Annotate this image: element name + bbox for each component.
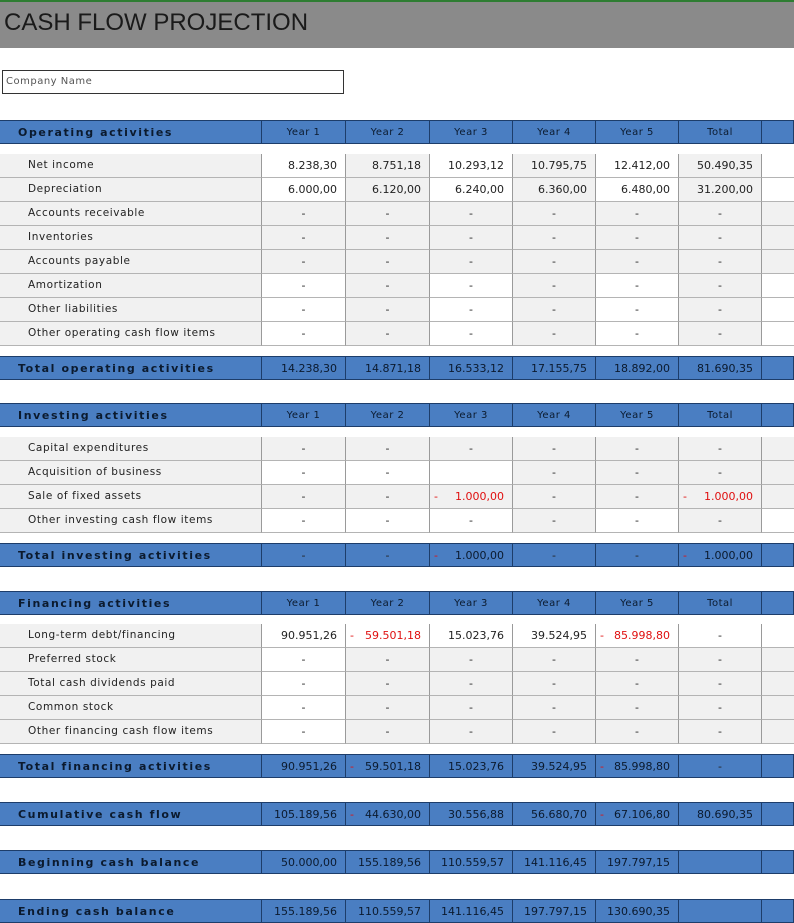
cell[interactable]: - <box>430 226 513 250</box>
cell[interactable]: - <box>430 672 513 696</box>
empty-cell <box>762 250 794 274</box>
cell[interactable]: - <box>262 720 346 744</box>
total-cell[interactable]: - <box>679 754 762 778</box>
row-label[interactable]: Inventories <box>0 226 262 250</box>
row-label[interactable]: Depreciation <box>0 178 262 202</box>
investing-header-row <box>0 403 794 427</box>
col-header[interactable]: Year 3 <box>430 120 513 144</box>
cell[interactable]: 6.120,00 <box>346 178 430 202</box>
cell[interactable]: - <box>679 509 762 533</box>
cell[interactable]: 6.360,00 <box>513 178 596 202</box>
col-header[interactable]: Year 1 <box>262 403 346 427</box>
ending-cash-balance-row <box>0 899 794 923</box>
empty-cell <box>762 356 794 380</box>
row-label[interactable]: Other investing cash flow items <box>0 509 262 533</box>
empty-cell <box>762 154 794 178</box>
negative-marker: - <box>350 760 354 773</box>
row-label[interactable]: Other operating cash flow items <box>0 322 262 346</box>
cell[interactable]: - <box>596 672 679 696</box>
cell[interactable]: - <box>430 298 513 322</box>
cell[interactable]: 12.412,00 <box>596 154 679 178</box>
cell[interactable]: - <box>262 648 346 672</box>
section-title: Financing activities <box>0 591 262 615</box>
total-label[interactable]: Total financing activities <box>0 754 262 778</box>
cell[interactable]: - <box>430 696 513 720</box>
col-header[interactable]: Year 4 <box>513 120 596 144</box>
total-label[interactable]: Ending cash balance <box>0 899 262 923</box>
cell[interactable]: 8.238,30 <box>262 154 346 178</box>
total-cell[interactable]: 80.690,35 <box>679 802 762 826</box>
cell[interactable]: - <box>596 696 679 720</box>
col-header[interactable]: Year 4 <box>513 403 596 427</box>
cell-value: 1.000,00 <box>704 490 753 503</box>
cell[interactable]: - <box>679 202 762 226</box>
total-cell[interactable]: 56.680,70 <box>513 802 596 826</box>
cell[interactable]: - <box>679 461 762 485</box>
total-label[interactable]: Total investing activities <box>0 543 262 567</box>
section-title: Operating activities <box>0 120 262 144</box>
table-row <box>0 154 794 178</box>
cell[interactable]: 6.000,00 <box>262 178 346 202</box>
cell[interactable]: - <box>262 274 346 298</box>
table-row <box>0 437 794 461</box>
table-row <box>0 648 794 672</box>
empty-cell <box>762 120 794 144</box>
cell[interactable]: - <box>346 648 430 672</box>
cell-value: 67.106,80 <box>614 808 670 821</box>
operating-header-row <box>0 120 794 144</box>
financing-header-row <box>0 591 794 615</box>
total-cell[interactable]: 17.155,75 <box>513 356 596 380</box>
negative-marker: - <box>350 808 354 821</box>
cell[interactable]: - <box>262 696 346 720</box>
total-cell[interactable] <box>596 754 679 778</box>
total-cell[interactable]: 197.797,15 <box>596 850 679 874</box>
table-row <box>0 720 794 744</box>
cell[interactable]: - <box>679 720 762 744</box>
col-header[interactable]: Year 2 <box>346 120 430 144</box>
col-header[interactable]: Year 1 <box>262 120 346 144</box>
empty-cell <box>762 322 794 346</box>
total-label[interactable]: Total operating activities <box>0 356 262 380</box>
cell-value: 59.501,18 <box>365 760 421 773</box>
empty-cell <box>762 802 794 826</box>
cell[interactable]: - <box>596 437 679 461</box>
cell[interactable]: 39.524,95 <box>513 624 596 648</box>
total-cell[interactable]: - <box>346 543 430 567</box>
cell[interactable]: - <box>513 202 596 226</box>
empty-cell <box>762 485 794 509</box>
cell[interactable]: 90.951,26 <box>262 624 346 648</box>
cell[interactable]: - <box>596 720 679 744</box>
cell[interactable]: - <box>513 461 596 485</box>
total-cell[interactable]: 81.690,35 <box>679 356 762 380</box>
cell[interactable]: - <box>596 226 679 250</box>
col-header[interactable]: Year 5 <box>596 403 679 427</box>
cell[interactable] <box>430 461 513 485</box>
negative-marker: - <box>434 490 438 503</box>
total-cell[interactable]: 50.000,00 <box>262 850 346 874</box>
cell[interactable]: - <box>262 322 346 346</box>
cell[interactable]: - <box>430 437 513 461</box>
total-cell[interactable]: 110.559,57 <box>346 899 430 923</box>
col-header[interactable]: Year 1 <box>262 591 346 615</box>
total-cell[interactable]: - <box>596 543 679 567</box>
cell[interactable]: - <box>346 250 430 274</box>
cell[interactable]: - <box>430 509 513 533</box>
cell[interactable]: - <box>596 509 679 533</box>
cell[interactable]: - <box>430 202 513 226</box>
row-label[interactable]: Amortization <box>0 274 262 298</box>
negative-marker: - <box>683 490 687 503</box>
cell[interactable]: - <box>679 226 762 250</box>
empty-cell <box>762 509 794 533</box>
col-header[interactable]: Year 2 <box>346 591 430 615</box>
cell[interactable]: - <box>679 298 762 322</box>
empty-cell <box>762 298 794 322</box>
row-label[interactable]: Sale of fixed assets <box>0 485 262 509</box>
cell[interactable]: - <box>262 509 346 533</box>
total-investing-row <box>0 543 794 567</box>
table-row <box>0 672 794 696</box>
empty-cell <box>762 461 794 485</box>
total-cell[interactable] <box>679 899 762 923</box>
total-cell[interactable]: 15.023,76 <box>430 754 513 778</box>
cell[interactable]: - <box>513 298 596 322</box>
cell[interactable]: - <box>430 250 513 274</box>
total-cell[interactable]: 18.892,00 <box>596 356 679 380</box>
cell[interactable]: 50.490,35 <box>679 154 762 178</box>
negative-marker: - <box>600 629 604 642</box>
row-label[interactable]: Long-term debt/financing <box>0 624 262 648</box>
empty-cell <box>762 543 794 567</box>
cell[interactable]: - <box>596 322 679 346</box>
cell[interactable]: 6.480,00 <box>596 178 679 202</box>
total-cell[interactable] <box>346 802 430 826</box>
total-cell[interactable]: 14.871,18 <box>346 356 430 380</box>
empty-cell <box>762 403 794 427</box>
total-cell[interactable]: 155.189,56 <box>346 850 430 874</box>
cell[interactable]: - <box>430 274 513 298</box>
total-cell[interactable] <box>596 802 679 826</box>
total-cell[interactable] <box>430 543 513 567</box>
table-row <box>0 202 794 226</box>
table-row <box>0 509 794 533</box>
empty-cell <box>762 850 794 874</box>
negative-marker: - <box>434 549 438 562</box>
row-label[interactable]: Capital expenditures <box>0 437 262 461</box>
cell[interactable]: - <box>679 696 762 720</box>
col-header[interactable]: Year 3 <box>430 403 513 427</box>
total-cell[interactable]: 90.951,26 <box>262 754 346 778</box>
cell-value: 85.998,80 <box>614 629 670 642</box>
table-row <box>0 226 794 250</box>
page-title: CASH FLOW PROJECTION <box>4 9 309 36</box>
cell[interactable]: - <box>513 274 596 298</box>
row-label[interactable]: Acquisition of business <box>0 461 262 485</box>
cell-value: 1.000,00 <box>455 549 504 562</box>
cell[interactable] <box>430 485 513 509</box>
total-cell[interactable]: 110.559,57 <box>430 850 513 874</box>
empty-cell <box>762 648 794 672</box>
cell[interactable]: - <box>513 672 596 696</box>
cell[interactable]: 15.023,76 <box>430 624 513 648</box>
cell[interactable]: - <box>262 461 346 485</box>
total-cell[interactable] <box>679 543 762 567</box>
cell[interactable]: - <box>679 274 762 298</box>
cell[interactable] <box>679 485 762 509</box>
row-label[interactable]: Accounts receivable <box>0 202 262 226</box>
cell[interactable]: - <box>596 485 679 509</box>
total-cell[interactable]: 155.189,56 <box>262 899 346 923</box>
empty-cell <box>762 178 794 202</box>
cell[interactable]: - <box>346 202 430 226</box>
cell[interactable]: - <box>679 250 762 274</box>
cell[interactable]: - <box>346 485 430 509</box>
total-cell[interactable]: 30.556,88 <box>430 802 513 826</box>
negative-marker: - <box>350 629 354 642</box>
cell-value: 1.000,00 <box>455 490 504 503</box>
cell[interactable]: - <box>262 250 346 274</box>
table-row <box>0 461 794 485</box>
total-cell[interactable]: 141.116,45 <box>513 850 596 874</box>
cell[interactable]: - <box>430 648 513 672</box>
cell[interactable]: - <box>596 274 679 298</box>
cell[interactable]: - <box>679 437 762 461</box>
row-label[interactable]: Other financing cash flow items <box>0 720 262 744</box>
cell[interactable]: - <box>346 509 430 533</box>
cell[interactable]: - <box>513 250 596 274</box>
cell[interactable]: - <box>513 696 596 720</box>
total-cell[interactable]: 16.533,12 <box>430 356 513 380</box>
cell[interactable]: - <box>513 720 596 744</box>
negative-marker: - <box>683 549 687 562</box>
empty-cell <box>762 696 794 720</box>
cell[interactable]: - <box>346 696 430 720</box>
cell[interactable]: - <box>262 485 346 509</box>
cell[interactable]: - <box>346 720 430 744</box>
empty-cell <box>762 754 794 778</box>
table-row <box>0 274 794 298</box>
table-row <box>0 178 794 202</box>
total-cell[interactable] <box>679 850 762 874</box>
col-header[interactable]: Year 5 <box>596 120 679 144</box>
table-row <box>0 485 794 509</box>
cell[interactable]: - <box>513 509 596 533</box>
negative-marker: - <box>600 760 604 773</box>
cell[interactable]: - <box>596 648 679 672</box>
cell-value: 59.501,18 <box>365 629 421 642</box>
empty-cell <box>762 672 794 696</box>
empty-cell <box>762 591 794 615</box>
negative-marker: - <box>600 808 604 821</box>
total-operating-row <box>0 356 794 380</box>
cell[interactable]: - <box>262 298 346 322</box>
cell-value: 1.000,00 <box>704 549 753 562</box>
cell[interactable]: 10.293,12 <box>430 154 513 178</box>
cell-value: 44.630,00 <box>365 808 421 821</box>
cell[interactable]: - <box>430 322 513 346</box>
col-header[interactable]: Year 5 <box>596 591 679 615</box>
row-label[interactable]: Preferred stock <box>0 648 262 672</box>
table-row <box>0 322 794 346</box>
table-row <box>0 624 794 648</box>
empty-cell <box>762 899 794 923</box>
col-header[interactable]: Year 4 <box>513 591 596 615</box>
cell[interactable]: 10.795,75 <box>513 154 596 178</box>
empty-cell <box>762 720 794 744</box>
cell[interactable]: - <box>262 226 346 250</box>
cell[interactable]: - <box>346 274 430 298</box>
total-cell[interactable]: - <box>513 543 596 567</box>
cell[interactable]: - <box>513 485 596 509</box>
cell[interactable]: - <box>513 322 596 346</box>
cell[interactable]: - <box>596 298 679 322</box>
cell[interactable]: - <box>262 437 346 461</box>
cell[interactable]: 8.751,18 <box>346 154 430 178</box>
empty-cell <box>762 202 794 226</box>
cell[interactable]: - <box>346 322 430 346</box>
total-cell[interactable] <box>346 754 430 778</box>
cumulative-cash-flow-row <box>0 802 794 826</box>
col-header[interactable]: Total <box>679 591 762 615</box>
total-cell[interactable]: 141.116,45 <box>430 899 513 923</box>
row-label[interactable]: Other liabilities <box>0 298 262 322</box>
cell[interactable]: - <box>679 672 762 696</box>
row-label[interactable]: Common stock <box>0 696 262 720</box>
total-cell[interactable]: 14.238,30 <box>262 356 346 380</box>
table-row <box>0 250 794 274</box>
empty-cell <box>762 226 794 250</box>
cell[interactable]: - <box>262 672 346 696</box>
section-title: Investing activities <box>0 403 262 427</box>
total-label[interactable]: Cumulative cash flow <box>0 802 262 826</box>
company-name-field[interactable]: Company Name <box>2 70 344 94</box>
table-row <box>0 298 794 322</box>
table-row <box>0 696 794 720</box>
cell[interactable]: - <box>596 461 679 485</box>
total-cell[interactable]: 197.797,15 <box>513 899 596 923</box>
beginning-cash-balance-row <box>0 850 794 874</box>
total-label[interactable]: Beginning cash balance <box>0 850 262 874</box>
empty-cell <box>762 624 794 648</box>
cell[interactable]: - <box>430 720 513 744</box>
col-header[interactable]: Total <box>679 120 762 144</box>
cell[interactable]: - <box>346 298 430 322</box>
cell-value: 85.998,80 <box>614 760 670 773</box>
total-cell[interactable]: 39.524,95 <box>513 754 596 778</box>
empty-cell <box>762 274 794 298</box>
cell[interactable]: - <box>346 461 430 485</box>
cell[interactable] <box>346 624 430 648</box>
row-label[interactable]: Net income <box>0 154 262 178</box>
col-header[interactable]: Year 3 <box>430 591 513 615</box>
cell[interactable]: - <box>346 437 430 461</box>
row-label[interactable]: Total cash dividends paid <box>0 672 262 696</box>
cell[interactable]: - <box>596 250 679 274</box>
total-cell[interactable]: 130.690,35 <box>596 899 679 923</box>
row-label[interactable]: Accounts payable <box>0 250 262 274</box>
cell[interactable]: - <box>513 226 596 250</box>
cell[interactable] <box>596 624 679 648</box>
cell[interactable]: - <box>596 202 679 226</box>
cell[interactable]: - <box>262 202 346 226</box>
total-cell[interactable]: - <box>262 543 346 567</box>
cell[interactable]: - <box>346 226 430 250</box>
cell[interactable]: - <box>679 624 762 648</box>
total-cell[interactable]: 105.189,56 <box>262 802 346 826</box>
cell[interactable]: - <box>679 322 762 346</box>
cell[interactable]: - <box>679 648 762 672</box>
cell[interactable]: 6.240,00 <box>430 178 513 202</box>
empty-cell <box>762 437 794 461</box>
col-header[interactable]: Year 2 <box>346 403 430 427</box>
cell[interactable]: - <box>346 672 430 696</box>
col-header[interactable]: Total <box>679 403 762 427</box>
cell[interactable]: - <box>513 437 596 461</box>
total-financing-row <box>0 754 794 778</box>
cell[interactable]: 31.200,00 <box>679 178 762 202</box>
cell[interactable]: - <box>513 648 596 672</box>
